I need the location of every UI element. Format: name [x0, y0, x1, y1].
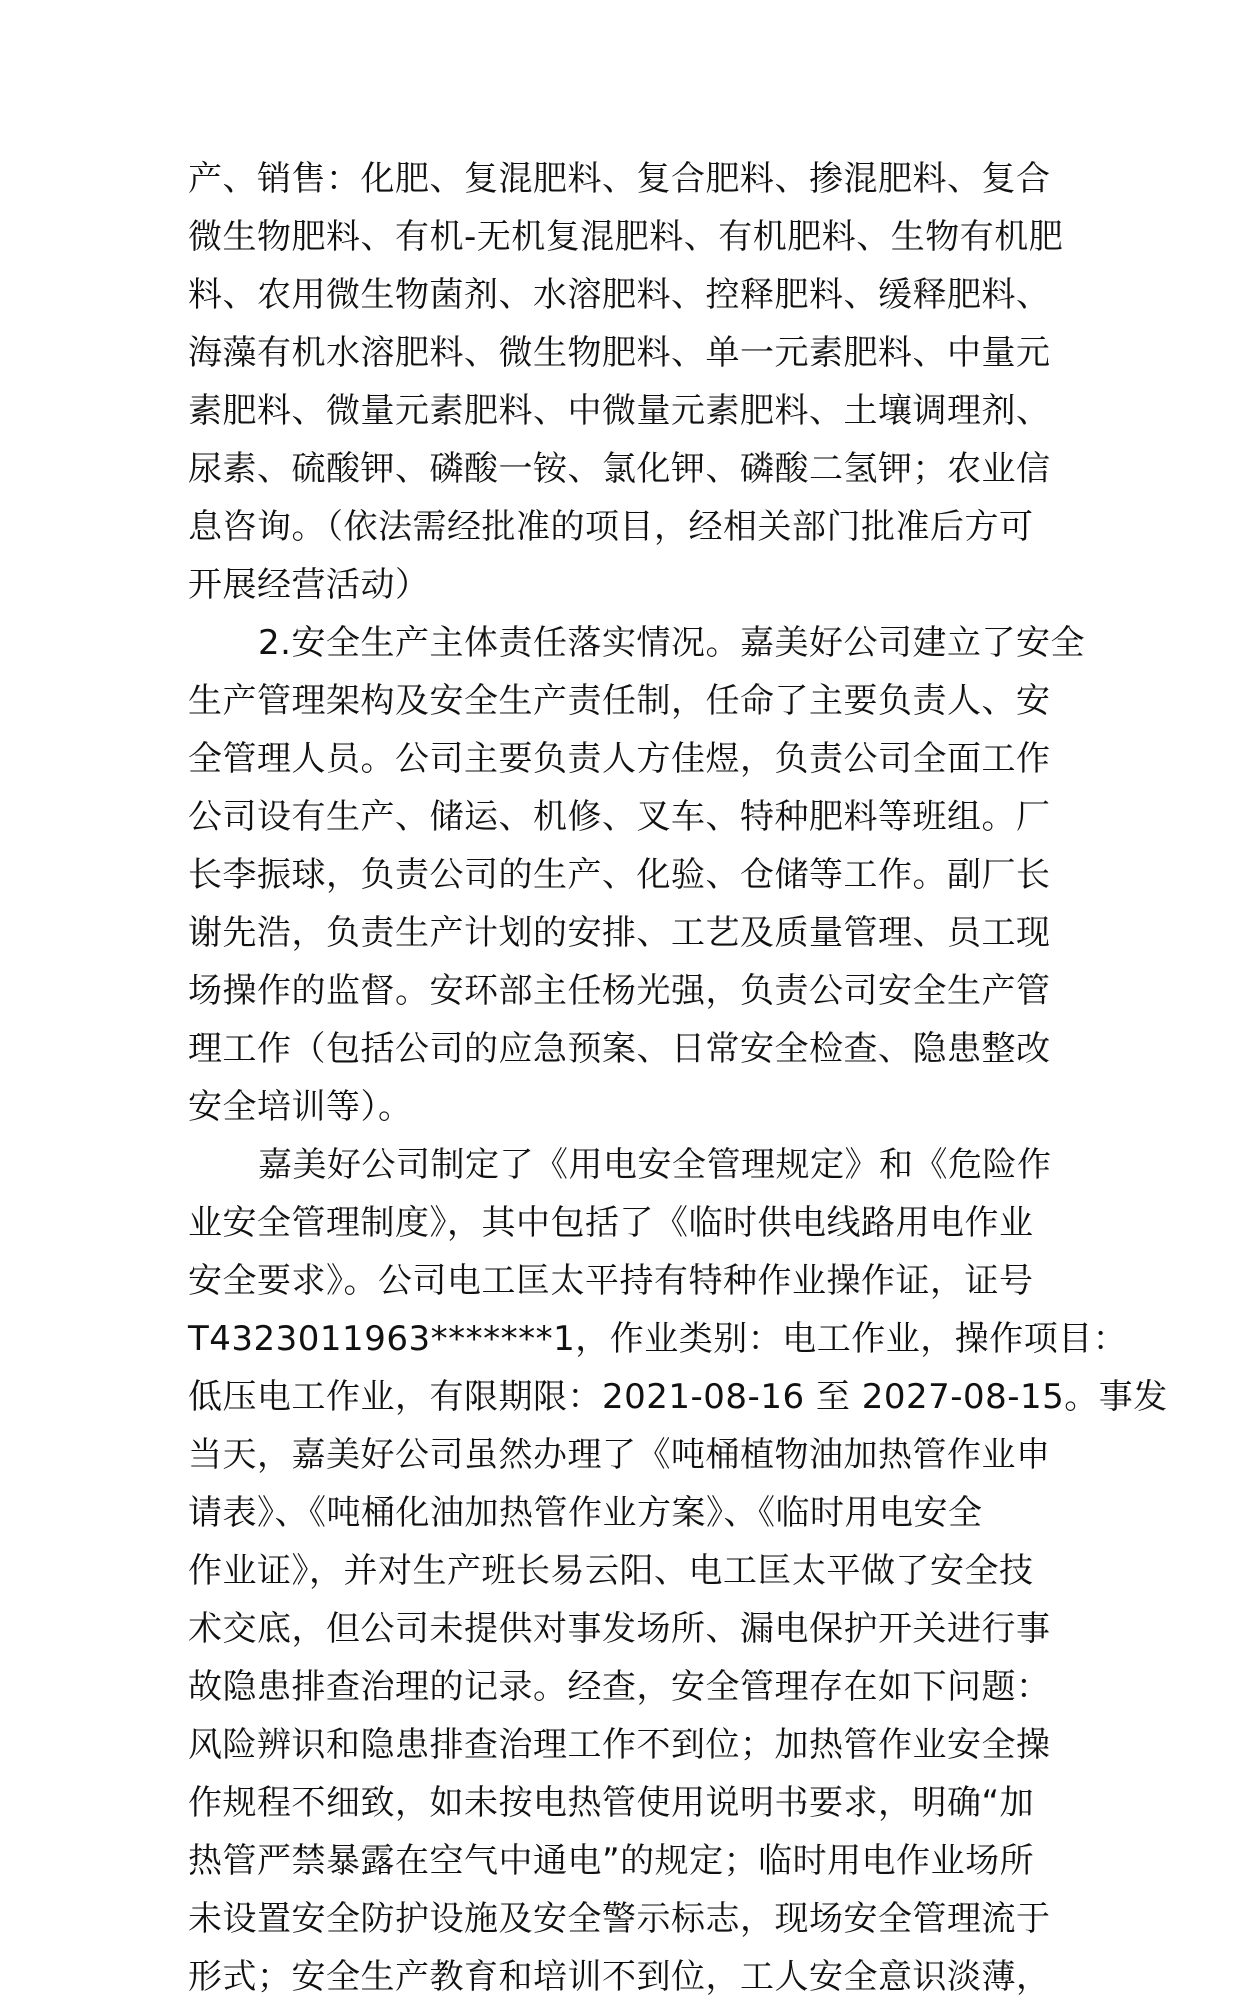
text-line: 形式；安全生产教育和培训不到位，工人安全意识淡薄，	[188, 1957, 1051, 1997]
text-line: 故隐患排查治理的记录。经查，安全管理存在如下问题：	[188, 1667, 1051, 1707]
text-line: 理工作（包括公司的应急预案、日常安全检查、隐患整改	[188, 1029, 1051, 1069]
text-line: 产、销售：化肥、复混肥料、复合肥料、掺混肥料、复合	[188, 159, 1051, 199]
text-line: 未设置安全防护设施及安全警示标志，现场安全管理流于	[188, 1899, 1051, 1939]
text-line: 尿素、硫酸钾、磷酸一铵、氯化钾、磷酸二氢钾；农业信	[188, 449, 1051, 489]
text-line: 术交底，但公司未提供对事发场所、漏电保护开关进行事	[188, 1609, 1051, 1649]
text-line: 安全培训等）。	[188, 1087, 413, 1127]
text-line: 海藻有机水溶肥料、微生物肥料、单一元素肥料、中量元	[188, 333, 1051, 373]
text-line: 谢先浩，负责生产计划的安排、工艺及质量管理、员工现	[188, 913, 1051, 953]
text-line: 全管理人员。公司主要负责人方佳煜，负责公司全面工作	[188, 739, 1051, 779]
text-line: 微生物肥料、有机-无机复混肥料、有机肥料、生物有机肥	[188, 217, 1064, 257]
text-line: 生产管理架构及安全生产责任制，任命了主要负责人、安	[188, 681, 1051, 721]
text-line: T4323011963*******1，作业类别：电工作业，操作项目：	[188, 1319, 1128, 1359]
text-line: 业安全管理制度》，其中包括了《临时供电线路用电作业	[188, 1203, 1034, 1243]
text-line: 作业证》，并对生产班长易云阳、电工匡太平做了安全技	[188, 1551, 1034, 1591]
text-line: 安全要求》。公司电工匡太平持有特种作业操作证，证号	[188, 1261, 1034, 1301]
text-line: 热管严禁暴露在空气中通电”的规定；临时用电作业场所	[188, 1841, 1035, 1881]
text-line: 低压电工作业，有限期限：2021-08-16 至 2027-08-15。事发	[188, 1377, 1168, 1417]
text-line: 料、农用微生物菌剂、水溶肥料、控释肥料、缓释肥料、	[188, 275, 1051, 315]
text-line: 当天，嘉美好公司虽然办理了《吨桶植物油加热管作业申	[188, 1435, 1051, 1475]
text-line: 开展经营活动）	[188, 565, 430, 605]
text-line: 长李振球，负责公司的生产、化验、仓储等工作。副厂长	[188, 855, 1051, 895]
text-line: 素肥料、微量元素肥料、中微量元素肥料、土壤调理剂、	[188, 391, 1051, 431]
text-line: 场操作的监督。安环部主任杨光强，负责公司安全生产管	[188, 971, 1051, 1011]
body-text	[188, 150, 1168, 2006]
text-line: 请表》、《吨桶化油加热管作业方案》、《临时用电安全	[188, 1493, 983, 1533]
text-line: 公司设有生产、储运、机修、叉车、特种肥料等班组。厂	[188, 797, 1051, 837]
text-line: 嘉美好公司制定了《用电安全管理规定》和《危险作	[258, 1145, 1052, 1185]
text-line: 息咨询。（依法需经批准的项目，经相关部门批准后方可	[188, 507, 1034, 547]
text-line: 作规程不细致，如未按电热管使用说明书要求，明确“加	[188, 1783, 1035, 1823]
text-line: 风险辨识和隐患排查治理工作不到位；加热管作业安全操	[188, 1725, 1051, 1765]
text-line: 2.安全生产主体责任落实情况。嘉美好公司建立了安全	[258, 623, 1085, 663]
